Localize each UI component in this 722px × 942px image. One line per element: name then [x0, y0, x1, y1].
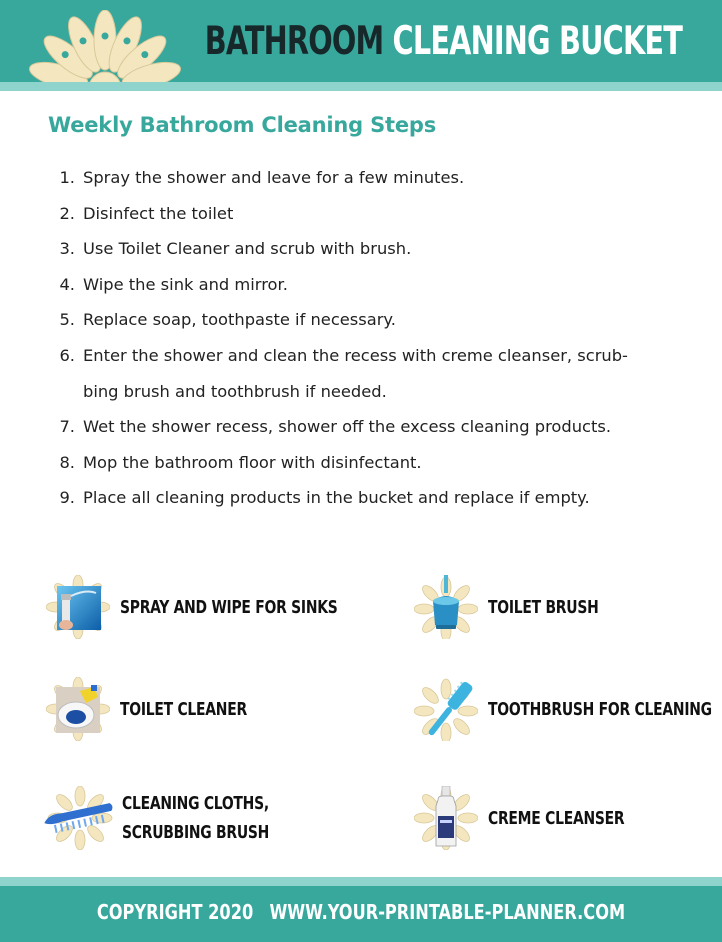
step-text: Enter the shower and clean the recess with creme cleanser, scrub-	[83, 345, 628, 365]
step-text: Mop the bathroom floor with disinfectant.	[83, 452, 422, 472]
step-text: Use Toilet Cleaner and scrub with brush.	[83, 239, 412, 259]
supply-label: TOILET CLEANER	[120, 698, 247, 720]
supply-label: TOILET BRUSH	[488, 596, 599, 618]
toothbrush-icon	[414, 677, 478, 741]
step-text: Place all cleaning products in the bucket and replace if empty.	[83, 488, 590, 508]
supply-item	[46, 677, 268, 741]
step-text: Wipe the sink and mirror.	[83, 274, 288, 294]
supply-item	[46, 575, 373, 639]
footer-stripe	[0, 877, 722, 886]
step-number: 1.	[59, 168, 75, 187]
step-text: Replace soap, toothpaste if necessary.	[83, 310, 396, 330]
list-item	[40, 160, 680, 196]
supply-label: TOOTHBRUSH FOR CLEANING	[488, 698, 712, 720]
step-number: 5.	[59, 310, 75, 330]
title-dark-part: BATHROOM	[204, 19, 384, 64]
section-heading: Weekly Bathroom Cleaning Steps	[48, 113, 437, 137]
supply-item	[414, 677, 722, 741]
header-band	[0, 0, 722, 82]
list-item	[40, 480, 680, 516]
step-number: 9.	[59, 488, 75, 508]
step-text-continued: bing brush and toothbrush if needed.	[83, 381, 387, 401]
supply-label-line: CLEANING CLOTHS,	[122, 793, 269, 814]
supply-label-line: SCRUBBING BRUSH	[122, 822, 270, 843]
page-title	[205, 20, 682, 64]
step-number: 3.	[59, 239, 75, 259]
cleanser-bottle-icon	[414, 786, 478, 850]
spray-bottle-icon	[46, 575, 110, 639]
step-text: Spray the shower and leave for a few minutes.	[83, 168, 465, 187]
title-light-part: CLEANING BUCKET	[392, 19, 682, 64]
copyright-text: COPYRIGHT 2020	[96, 900, 254, 924]
list-item	[40, 338, 680, 409]
list-item	[40, 445, 680, 481]
step-number: 8.	[59, 452, 75, 472]
list-item	[40, 267, 680, 303]
supply-label: CREME CLEANSER	[488, 807, 625, 829]
step-text: Wet the shower recess, shower off the excess cleaning products.	[83, 417, 612, 437]
list-item	[40, 409, 680, 445]
supply-item	[414, 786, 647, 850]
step-text-wrapped	[83, 338, 680, 409]
scrubbing-brush-icon	[40, 786, 116, 850]
footer-band	[0, 886, 722, 942]
step-number: 4.	[59, 274, 75, 294]
daisy-flower-icon	[10, 10, 200, 82]
website-link[interactable]: WWW.YOUR-PRINTABLE-PLANNER.COM	[269, 900, 626, 924]
step-number: 2.	[59, 203, 75, 223]
step-number: 6.	[59, 345, 75, 365]
supply-label	[122, 789, 269, 847]
list-item	[40, 231, 680, 267]
list-item	[40, 196, 680, 232]
toilet-brush-icon	[414, 575, 478, 639]
step-text: Disinfect the toilet	[83, 203, 234, 223]
steps-list	[40, 160, 680, 516]
toilet-cleaner-icon	[46, 677, 110, 741]
supply-item	[414, 575, 616, 639]
header-stripe	[0, 82, 722, 91]
step-number: 7.	[59, 417, 75, 437]
footer-text	[36, 900, 686, 924]
supply-label: SPRAY AND WIPE FOR SINKS	[120, 596, 338, 618]
supply-item	[40, 786, 293, 850]
list-item	[40, 302, 680, 338]
